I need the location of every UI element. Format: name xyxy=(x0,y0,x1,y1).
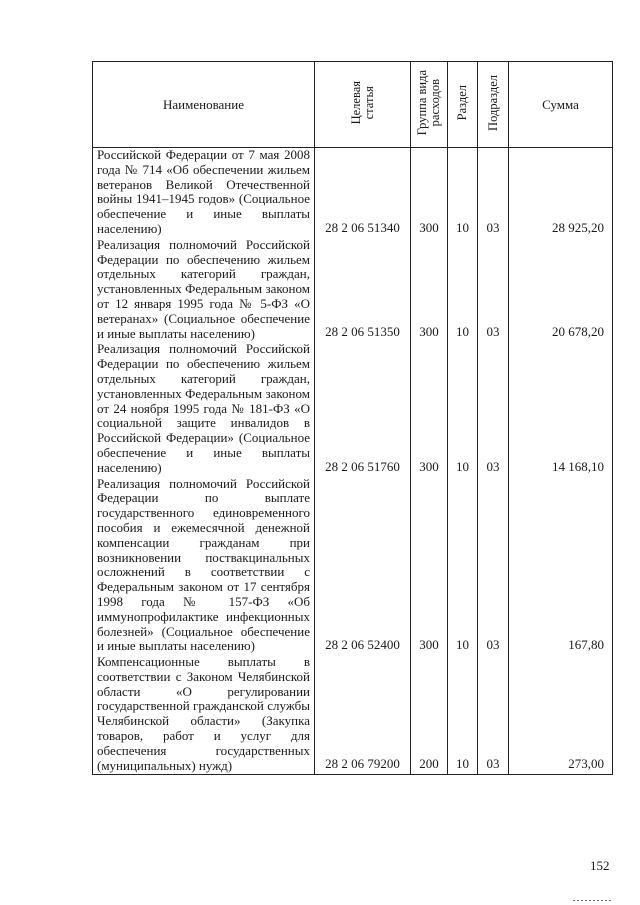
header-expense-group: Группа вида расходов xyxy=(411,62,448,148)
row-expense-group: 300 xyxy=(411,238,448,343)
row-section: 10 xyxy=(448,238,478,343)
header-amount: Сумма xyxy=(509,62,613,148)
header-section: Раздел xyxy=(448,62,478,148)
row-name: Компенсационные выплаты в соответствии с Законом Челябинской области «О регулировании государственной гражданской службы Челябинской области» (Закупка товаров, работ и услуг для обеспечения государственных (муниципальных) нужд) xyxy=(93,655,315,775)
row-target-code: 28 2 06 79200 xyxy=(315,655,411,775)
row-name: Реализация полномочий Российской Федерации по выплате государственного единовременного пособия и ежемесячной денежной компенсации гражданам при возникновении поствакцинальных осложнений в соответствии с Федеральным законом от 17 сентября 1998 года № 157-ФЗ «Об иммунопрофилактике инфекционных болезней» (Социальное обеспечение и иные выплаты населению) xyxy=(93,477,315,656)
row-section: 10 xyxy=(448,477,478,656)
row-section: 10 xyxy=(448,655,478,775)
header-name: Наименование xyxy=(93,62,315,148)
row-subsection: 03 xyxy=(478,342,509,476)
row-expense-group: 300 xyxy=(411,342,448,476)
table-row xyxy=(93,148,613,238)
row-expense-group: 200 xyxy=(411,655,448,775)
table-row xyxy=(93,342,613,476)
row-expense-group: 300 xyxy=(411,148,448,238)
header-target-article: Целевая статья xyxy=(315,62,411,148)
row-subsection: 03 xyxy=(478,148,509,238)
row-amount: 20 678,20 xyxy=(509,238,613,343)
scan-artifact-line xyxy=(573,900,613,901)
row-subsection: 03 xyxy=(478,655,509,775)
table-row xyxy=(93,477,613,656)
row-subsection: 03 xyxy=(478,238,509,343)
row-expense-group: 300 xyxy=(411,477,448,656)
row-section: 10 xyxy=(448,148,478,238)
row-target-code: 28 2 06 51340 xyxy=(315,148,411,238)
row-target-code: 28 2 06 52400 xyxy=(315,477,411,656)
row-amount: 167,80 xyxy=(509,477,613,656)
table-header-row xyxy=(93,62,613,148)
row-target-code: 28 2 06 51760 xyxy=(315,342,411,476)
page-number: 152 xyxy=(590,858,610,873)
row-name: Реализация полномочий Российской Федерации по обеспечению жильем отдельных категорий граждан, установленных Федеральным законом от 12 января 1995 года № 5-ФЗ «О ветеранах» (Социальное обеспечение и иные выплаты населению) xyxy=(93,238,315,343)
table-row xyxy=(93,655,613,775)
row-section: 10 xyxy=(448,342,478,476)
row-amount: 14 168,10 xyxy=(509,342,613,476)
row-amount: 28 925,20 xyxy=(509,148,613,238)
row-subsection: 03 xyxy=(478,477,509,656)
table-row xyxy=(93,238,613,343)
row-amount: 273,00 xyxy=(509,655,613,775)
row-name: Реализация полномочий Российской Федерации по обеспечению жильем отдельных категорий граждан, установленных Федеральным законом от 24 ноября 1995 года № 181-ФЗ «О социальной защите инвалидов в Российской Федерации» (Социальное обеспечение и иные выплаты населению) xyxy=(93,342,315,476)
budget-table xyxy=(92,61,613,775)
row-target-code: 28 2 06 51350 xyxy=(315,238,411,343)
row-name: Российской Федерации от 7 мая 2008 года № 714 «Об обеспечении жильем ветеранов Великой Отечественной войны 1941–1945 годов» (Социальное обеспечение и иные выплаты населению) xyxy=(93,148,315,238)
header-subsection: Подраздел xyxy=(478,62,509,148)
